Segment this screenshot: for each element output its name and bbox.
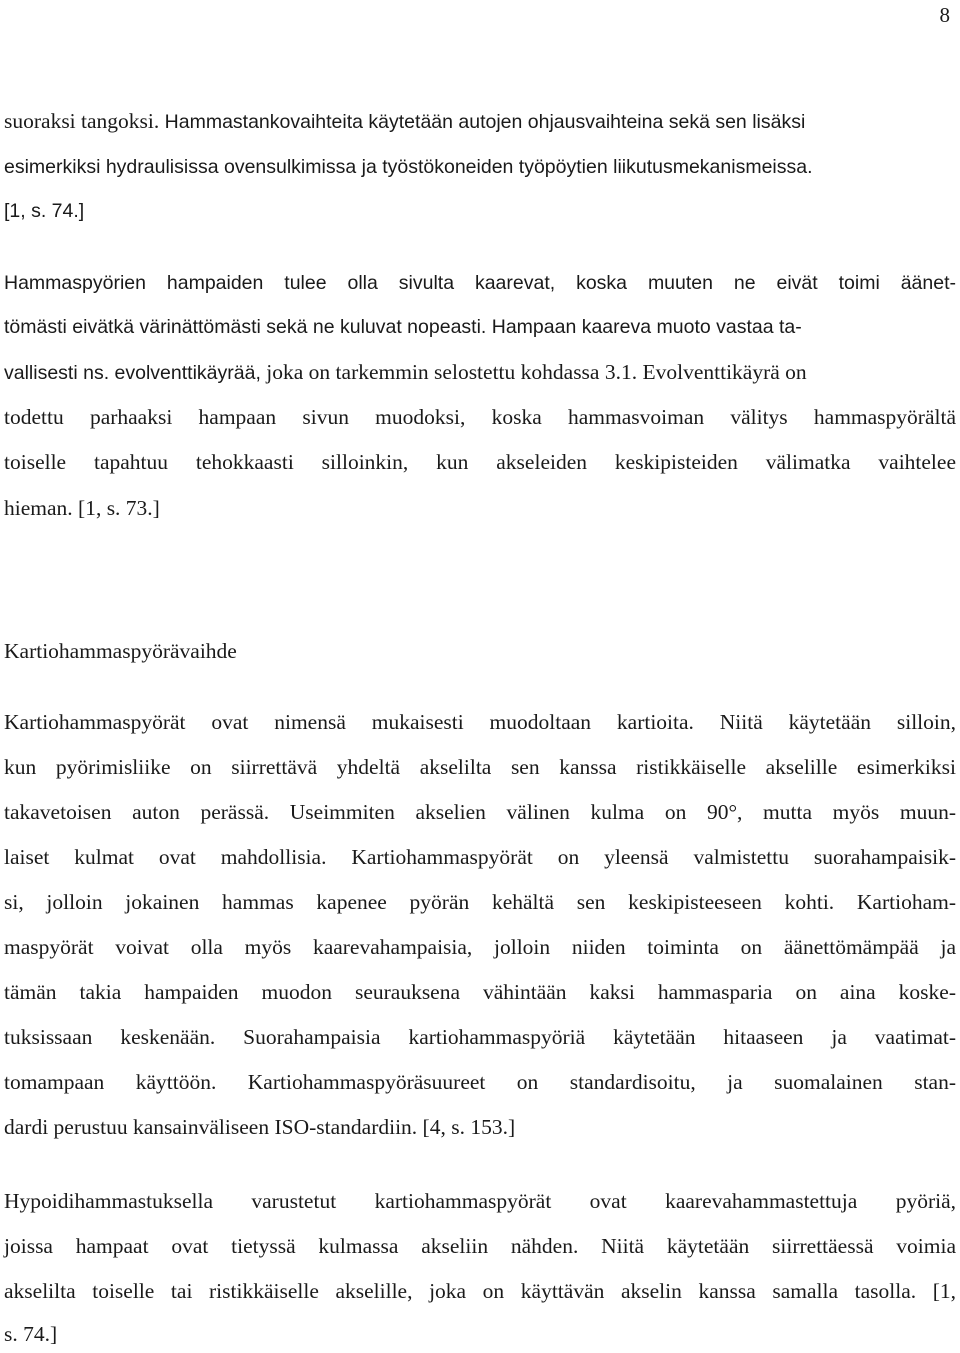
text-line: tuksissaan keskenään. Suorahampaisia kartiohammaspyöriä käytetään hitaaseen ja vaatimat-	[4, 1025, 956, 1049]
text-line: hieman. [1, s. 73.]	[4, 496, 160, 520]
text-line: laiset kulmat ovat mahdollisia. Kartiohammaspyörät on yleensä valmistettu suorahampaisik-	[4, 845, 956, 869]
text-line: maspyörät voivat olla myös kaarevahampaisia, jolloin niiden toiminta on äänettömämpää ja	[4, 935, 956, 959]
text-line: [1, s. 74.]	[4, 200, 85, 222]
text-line: suoraksi tangoksi. Hammastankovaihteita käytetään autojen ohjausvaihteina sekä sen lisäksi	[4, 109, 806, 133]
text-line: tömästi eivätkä värinättömästi sekä ne kuluvat nopeasti. Hampaan kaareva muoto vastaa ta-	[4, 316, 802, 338]
section-heading: Kartiohammaspyörävaihde	[4, 639, 237, 663]
text-line: dardi perustuu kansainväliseen ISO-standardiin. [4, s. 153.]	[4, 1115, 516, 1139]
text-line: toiselle tapahtuu tehokkaasti silloinkin, kun akseleiden keskipisteiden välimatka vaihtelee	[4, 450, 956, 474]
text-line: kun pyörimisliike on siirrettävä yhdeltä akselilta sen kanssa ristikkäiselle akselille esimerkiksi	[4, 755, 956, 779]
text-line: joissa hampaat ovat tietyssä kulmassa akseliin nähden. Niitä käytetään siirrettäessä voimia	[4, 1234, 956, 1258]
text-line: tomampaan käyttöön. Kartiohammaspyöräsuureet on standardisoitu, ja suomalainen stan-	[4, 1070, 956, 1094]
text-line: s. 74.]	[4, 1322, 58, 1346]
text-line: Kartiohammaspyörät ovat nimensä mukaisesti muodoltaan kartioita. Niitä käytetään silloin,	[4, 710, 956, 734]
text-line: tämän takia hampaiden muodon seurauksena vähintään kaksi hammasparia on aina koske-	[4, 980, 956, 1004]
text-line: vallisesti ns. evolventtikäyrää, joka on tarkemmin selostettu kohdassa 3.1. Evolventtikäyrä on	[4, 360, 807, 384]
page-number: 8	[939, 3, 950, 27]
text-line: Hypoidihammastuksella varustetut kartiohammaspyörät ovat kaarevahammastettuja pyöriä,	[4, 1189, 956, 1213]
text-line: Hammaspyörien hampaiden tulee olla sivulta kaarevat, koska muuten ne eivät toimi äänet-	[4, 272, 956, 294]
text-line: akselilta toiselle tai ristikkäiselle akselille, joka on käyttävän akselin kanssa samalla tasolla. [1,	[4, 1279, 956, 1303]
text-line: takavetoisen auton perässä. Useimmiten akselien välinen kulma on 90°, mutta myös muun-	[4, 800, 956, 824]
text-line: esimerkiksi hydraulisissa ovensulkimissa ja työstökoneiden työpöytien liikutusmekanismeissa.	[4, 156, 813, 178]
text-line: si, jolloin jokainen hammas kapenee pyörän kehältä sen keskipisteeseen kohti. Kartioham-	[4, 890, 956, 914]
text-line: todettu parhaaksi hampaan sivun muodoksi, koska hammasvoiman välitys hammaspyörältä	[4, 405, 956, 429]
